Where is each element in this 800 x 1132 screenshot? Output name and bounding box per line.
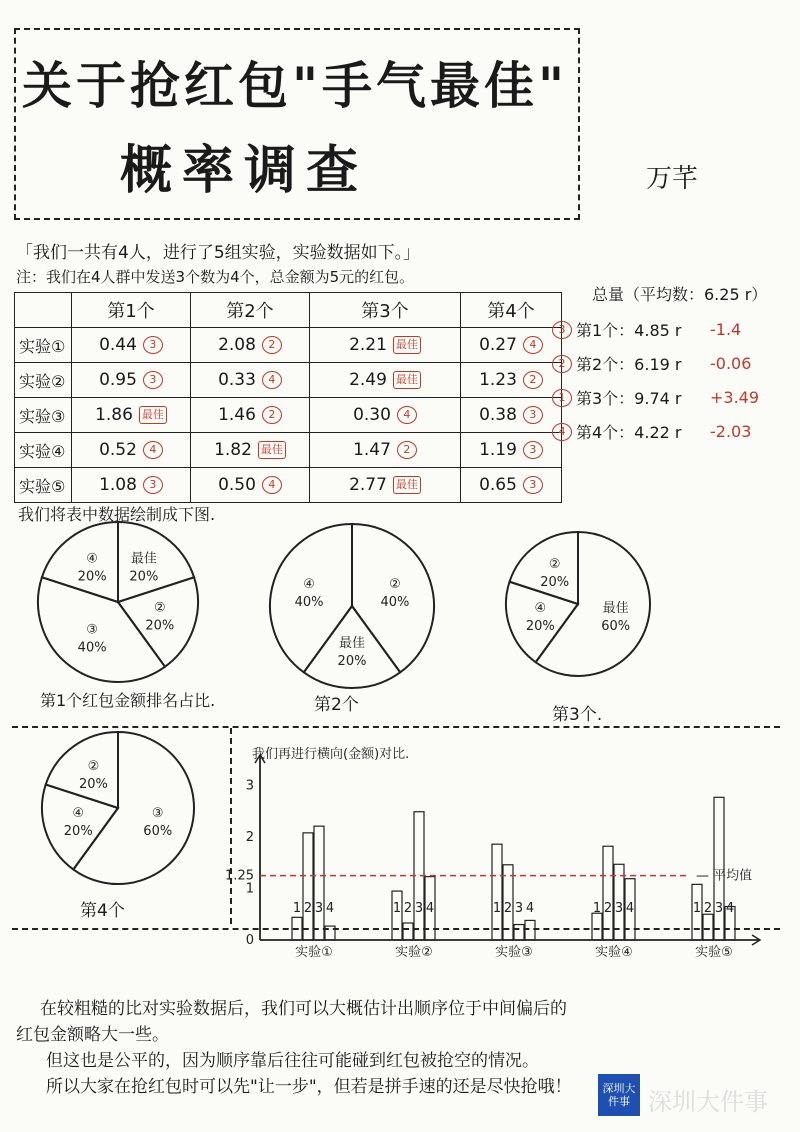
bar-chart-title: 我们再进行横向(金额)对比. xyxy=(252,747,410,762)
pie-slice-value: 20% xyxy=(145,618,175,634)
note-text: 注：我们在4人群中发送3个数为4个，总金额为5元的红包。 xyxy=(16,268,415,286)
pie-intro: 我们将表中数据绘制成下图. xyxy=(18,505,216,524)
table-cell xyxy=(72,363,191,398)
cell-value: 1.47 xyxy=(353,440,391,460)
cell-value: 2.49 xyxy=(349,370,387,390)
bar-chart xyxy=(225,740,790,980)
table-header: 第1个 xyxy=(72,293,191,328)
pie-slice-label: ④ xyxy=(534,601,547,617)
pie-slice-label: ④ xyxy=(72,805,85,821)
bar xyxy=(403,923,413,940)
pie-slice xyxy=(510,532,578,604)
author-signature: 万芊 xyxy=(646,164,699,194)
rank-tag: 最佳 xyxy=(393,336,421,354)
watermark-text: 深圳大件事 xyxy=(648,1088,768,1116)
totals-diff: +3.49 xyxy=(710,388,760,407)
pie-title-2: 第2个 xyxy=(314,695,359,715)
bar-series-label: 4 xyxy=(325,901,335,916)
rank-tag: 2 xyxy=(262,336,282,354)
totals-row xyxy=(552,352,752,375)
pie-slice-value: 40% xyxy=(77,640,107,656)
bar-series-label: 1 xyxy=(292,901,302,916)
rank-tag: 2 xyxy=(262,406,282,424)
cell-value: 2.21 xyxy=(349,335,387,355)
pie-slice-label: 最佳 xyxy=(130,551,157,567)
cell-value: 1.82 xyxy=(214,440,252,460)
table-row xyxy=(15,328,562,363)
rank-tag: 1 xyxy=(552,389,572,407)
conclusion-line-3: 但这也是公平的，因为顺序靠后往往可能碰到红包被抢空的情况。 xyxy=(46,1051,539,1071)
cell-value: 2.77 xyxy=(349,475,387,495)
pie-slice-label: 最佳 xyxy=(602,601,629,617)
rank-tag: 3 xyxy=(143,371,163,389)
totals-diff: -2.03 xyxy=(710,422,752,441)
rank-tag: 最佳 xyxy=(393,476,421,494)
pie-slice-label: ② xyxy=(87,759,100,775)
watermark-badge: 深圳大件事 xyxy=(598,1074,640,1116)
y-tick-label: 1 xyxy=(245,881,254,897)
row-label: 实验④ xyxy=(15,433,72,468)
pie-slice-label: ② xyxy=(548,556,561,572)
cell-value: 1.46 xyxy=(218,405,256,425)
bar-series-label: 1 xyxy=(592,901,602,916)
conclusion-line-1: 在较粗糙的比对实验数据后，我们可以大概估计出顺序位于中间偏后的 xyxy=(40,999,567,1019)
bar-series-label: 3 xyxy=(314,901,324,916)
rank-tag: 3 xyxy=(523,441,543,459)
cell-value: 0.95 xyxy=(99,370,137,390)
bar xyxy=(703,914,713,940)
pie-slice-label: ② xyxy=(389,577,401,593)
x-tick-label: 实验③ xyxy=(495,945,533,960)
row-label: 实验③ xyxy=(15,398,72,433)
rank-tag: 最佳 xyxy=(139,406,167,424)
table-cell xyxy=(310,363,461,398)
rank-tag: 2 xyxy=(397,441,417,459)
rank-tag: 4 xyxy=(262,476,282,494)
bar-series-label: 3 xyxy=(614,901,624,916)
table-cell xyxy=(191,328,310,363)
rank-tag: 4 xyxy=(143,441,163,459)
table-corner xyxy=(15,293,72,328)
pie-slice-label: ④ xyxy=(86,551,98,567)
table-cell xyxy=(191,363,310,398)
bar xyxy=(514,925,524,940)
pie-title-1: 第1个红包金额排名占比. xyxy=(40,691,216,710)
pie-slice-label: ④ xyxy=(303,577,315,593)
table-cell xyxy=(310,328,461,363)
page-subtitle: 概率调查 xyxy=(120,141,369,201)
intro-text: 「我们一共有4人，进行了5组实验，实验数据如下。」 xyxy=(16,243,421,263)
table-cell xyxy=(191,433,310,468)
pie-slice-value: 20% xyxy=(540,574,570,590)
pie-slice-label: ③ xyxy=(151,805,164,821)
bar-series-label: 4 xyxy=(625,901,635,916)
x-tick-label: 实验② xyxy=(395,945,433,960)
bar-series-label: 2 xyxy=(403,901,413,916)
rank-tag: 3 xyxy=(143,336,163,354)
x-tick-label: 实验① xyxy=(295,945,333,960)
table-cell xyxy=(461,363,562,398)
bar xyxy=(492,844,502,940)
rank-tag: 4 xyxy=(552,423,572,441)
pie-title-4: 第4个 xyxy=(80,901,125,921)
cell-value: 0.27 xyxy=(479,335,517,355)
bar xyxy=(592,913,602,940)
rank-tag: 4 xyxy=(262,371,282,389)
data-table xyxy=(14,292,562,503)
pie-slice xyxy=(42,522,118,602)
table-row xyxy=(15,398,562,433)
cell-value: 2.08 xyxy=(218,335,256,355)
totals-header: 总量（平均数：6.25 r） xyxy=(592,285,768,304)
x-tick-label: 实验⑤ xyxy=(695,945,733,960)
bar-series-label: 1 xyxy=(492,901,502,916)
cell-value: 1.86 xyxy=(95,405,133,425)
rank-tag: 3 xyxy=(523,406,543,424)
pie-slice-label: ② xyxy=(154,600,166,616)
pie-slice-value: 20% xyxy=(63,823,93,839)
pie-slice-value: 20% xyxy=(78,777,108,793)
table-cell xyxy=(191,468,310,503)
table-cell xyxy=(72,398,191,433)
bar xyxy=(603,846,613,940)
table-row xyxy=(15,468,562,503)
pie-slice-value: 60% xyxy=(601,619,631,635)
rank-tag: 3 xyxy=(143,476,163,494)
bar xyxy=(325,926,335,940)
cell-value: 0.30 xyxy=(353,405,391,425)
x-tick-label: 实验④ xyxy=(595,945,633,960)
table-cell xyxy=(72,328,191,363)
bar xyxy=(292,917,302,940)
y-tick-label: 2 xyxy=(245,829,254,845)
bar-series-label: 2 xyxy=(303,901,313,916)
row-label: 实验② xyxy=(15,363,72,398)
pie-slice-value: 40% xyxy=(380,595,410,611)
table-cell xyxy=(191,398,310,433)
totals-label: 第2个：6.19 r xyxy=(576,355,682,374)
bar-series-label: 1 xyxy=(392,901,402,916)
table-row xyxy=(15,363,562,398)
table-cell xyxy=(72,468,191,503)
table-cell xyxy=(310,468,461,503)
pie-slice-value: 20% xyxy=(525,619,555,635)
rank-tag: 最佳 xyxy=(258,441,286,459)
table-header: 第3个 xyxy=(310,293,461,328)
conclusion-line-4: 所以大家在抢红包时可以先"让一步"，但若是拼手速的还是尽快抢哦！ xyxy=(46,1077,572,1097)
totals-diff: -1.4 xyxy=(710,320,742,339)
pie-slice-label: ③ xyxy=(86,622,98,638)
bar xyxy=(314,826,324,940)
bar-series-label: 3 xyxy=(414,901,424,916)
bar-series-label: 2 xyxy=(603,901,613,916)
rank-tag: 4 xyxy=(523,336,543,354)
page-title: 关于抢红包"手气最佳" xyxy=(22,57,569,115)
bar xyxy=(303,833,313,940)
table-header: 第2个 xyxy=(191,293,310,328)
table-row xyxy=(15,433,562,468)
pie-slice-value: 20% xyxy=(337,654,367,670)
cell-value: 0.38 xyxy=(479,405,517,425)
cell-value: 1.23 xyxy=(479,370,517,390)
bar-series-label: 2 xyxy=(503,901,513,916)
table-cell xyxy=(72,433,191,468)
cell-value: 0.52 xyxy=(99,440,137,460)
rank-tag: 3 xyxy=(523,476,543,494)
pie-slice xyxy=(536,532,650,676)
rank-tag: 4 xyxy=(397,406,417,424)
totals-diff: -0.06 xyxy=(710,354,752,373)
table-cell xyxy=(461,468,562,503)
table-cell xyxy=(310,433,461,468)
pie-slice-label: 最佳 xyxy=(338,636,366,652)
y-tick-label: 1.25 xyxy=(225,868,254,884)
bar-series-label: 1 xyxy=(692,901,702,916)
bar-series-label: 3 xyxy=(714,901,724,916)
table-cell xyxy=(461,328,562,363)
table-cell xyxy=(310,398,461,433)
average-line-label: — 平均值 xyxy=(696,868,753,884)
rank-tag: 2 xyxy=(523,371,543,389)
bar-series-label: 4 xyxy=(725,901,735,916)
row-label: 实验① xyxy=(15,328,72,363)
totals-row xyxy=(552,386,760,409)
cell-value: 0.65 xyxy=(479,475,517,495)
pie-slice-value: 20% xyxy=(129,569,159,585)
bar-series-label: 4 xyxy=(425,901,435,916)
totals-label: 第3个：9.74 r xyxy=(576,389,682,408)
table-cell xyxy=(461,433,562,468)
row-label: 实验⑤ xyxy=(15,468,72,503)
bar-series-label: 4 xyxy=(525,901,535,916)
totals-row xyxy=(552,318,742,341)
table-cell xyxy=(461,398,562,433)
rank-tag: 最佳 xyxy=(393,371,421,389)
bar-series-label: 2 xyxy=(703,901,713,916)
totals-row xyxy=(552,420,752,443)
rank-tag: 2 xyxy=(552,355,572,373)
cell-value: 1.08 xyxy=(99,475,137,495)
cell-value: 0.50 xyxy=(218,475,256,495)
y-tick-label: 0 xyxy=(245,933,254,948)
pie-slice-value: 60% xyxy=(143,823,173,839)
totals-label: 第4个：4.22 r xyxy=(576,423,682,442)
totals-label: 第1个：4.85 r xyxy=(576,321,682,340)
y-tick-label: 3 xyxy=(245,778,254,794)
cell-value: 0.44 xyxy=(99,335,137,355)
cell-value: 0.33 xyxy=(218,370,256,390)
pie-slice-value: 40% xyxy=(294,595,324,611)
table-header: 第4个 xyxy=(461,293,562,328)
conclusion-line-2: 红包金额略大一些。 xyxy=(16,1025,169,1045)
table-header-row xyxy=(15,293,562,328)
pie-title-3: 第3个. xyxy=(552,705,603,725)
bar-series-label: 3 xyxy=(514,901,524,916)
rank-tag: 3 xyxy=(552,321,572,339)
bar xyxy=(525,920,535,940)
cell-value: 1.19 xyxy=(479,440,517,460)
pie-slice-value: 20% xyxy=(77,569,107,585)
